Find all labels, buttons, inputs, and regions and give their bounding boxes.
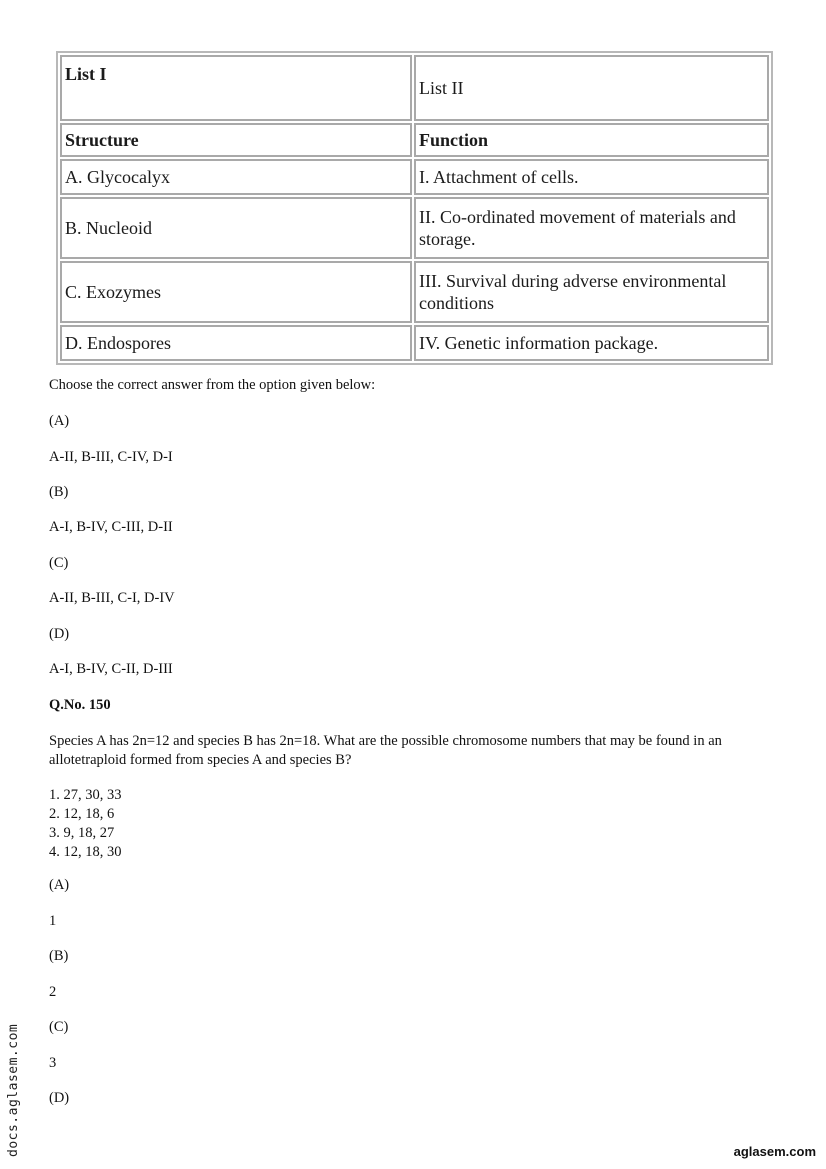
q149-option-d-text: A-I, B-IV, C-II, D-III bbox=[49, 661, 173, 677]
q150-choice: 1. 27, 30, 33 bbox=[49, 787, 122, 803]
list-2-header: List II bbox=[414, 55, 769, 121]
q149-option-c-label: (C) bbox=[49, 555, 69, 571]
q150-option-b-text: 2 bbox=[49, 984, 57, 1000]
q150-question: Species A has 2n=12 and species B has 2n=18. What are the possible chromosome numbers that may be found in an allotetraploid formed from species A and species B? bbox=[49, 733, 722, 768]
match-table bbox=[56, 51, 773, 365]
q150-option-c-text: 3 bbox=[49, 1055, 57, 1071]
function-cell: IV. Genetic information package. bbox=[414, 325, 769, 361]
q150-option-d-label: (D) bbox=[49, 1090, 70, 1106]
table-row bbox=[60, 325, 769, 361]
function-header: Function bbox=[414, 123, 769, 157]
function-cell: I. Attachment of cells. bbox=[414, 159, 769, 195]
q150-option-b-label: (B) bbox=[49, 948, 69, 964]
watermark: docs.aglasem.com bbox=[6, 1023, 21, 1157]
q150-choice: 4. 12, 18, 30 bbox=[49, 844, 122, 860]
structure-cell: C. Exozymes bbox=[60, 261, 412, 323]
q150-option-a-label: (A) bbox=[49, 877, 70, 893]
q149-option-d-label: (D) bbox=[49, 626, 70, 642]
function-cell: II. Co-ordinated movement of materials and storage. bbox=[414, 197, 769, 259]
list-1-header: List I bbox=[60, 55, 412, 121]
q149-option-a-label: (A) bbox=[49, 413, 70, 429]
structure-cell: D. Endospores bbox=[60, 325, 412, 361]
table-row bbox=[60, 197, 769, 259]
function-cell: III. Survival during adverse environmental conditions bbox=[414, 261, 769, 323]
table-row bbox=[60, 261, 769, 323]
structure-header: Structure bbox=[60, 123, 412, 157]
q149-option-b-text: A-I, B-IV, C-III, D-II bbox=[49, 519, 173, 535]
q149-prompt: Choose the correct answer from the option given below: bbox=[49, 377, 376, 393]
structure-cell: B. Nucleoid bbox=[60, 197, 412, 259]
brand-link[interactable]: aglasem.com bbox=[733, 1144, 816, 1159]
q150-choice: 2. 12, 18, 6 bbox=[49, 806, 115, 822]
q150-choices bbox=[49, 786, 122, 862]
table-subheader-row bbox=[60, 123, 769, 157]
structure-cell: A. Glycocalyx bbox=[60, 159, 412, 195]
q149-option-a-text: A-II, B-III, C-IV, D-I bbox=[49, 449, 173, 465]
q150-choice: 3. 9, 18, 27 bbox=[49, 825, 115, 841]
q150-option-a-text: 1 bbox=[49, 913, 57, 929]
q150-option-c-label: (C) bbox=[49, 1019, 69, 1035]
table-row bbox=[60, 159, 769, 195]
q149-option-b-label: (B) bbox=[49, 484, 69, 500]
q149-option-c-text: A-II, B-III, C-I, D-IV bbox=[49, 590, 175, 606]
table-header-row bbox=[60, 55, 769, 121]
q150-number: Q.No. 150 bbox=[49, 697, 111, 713]
